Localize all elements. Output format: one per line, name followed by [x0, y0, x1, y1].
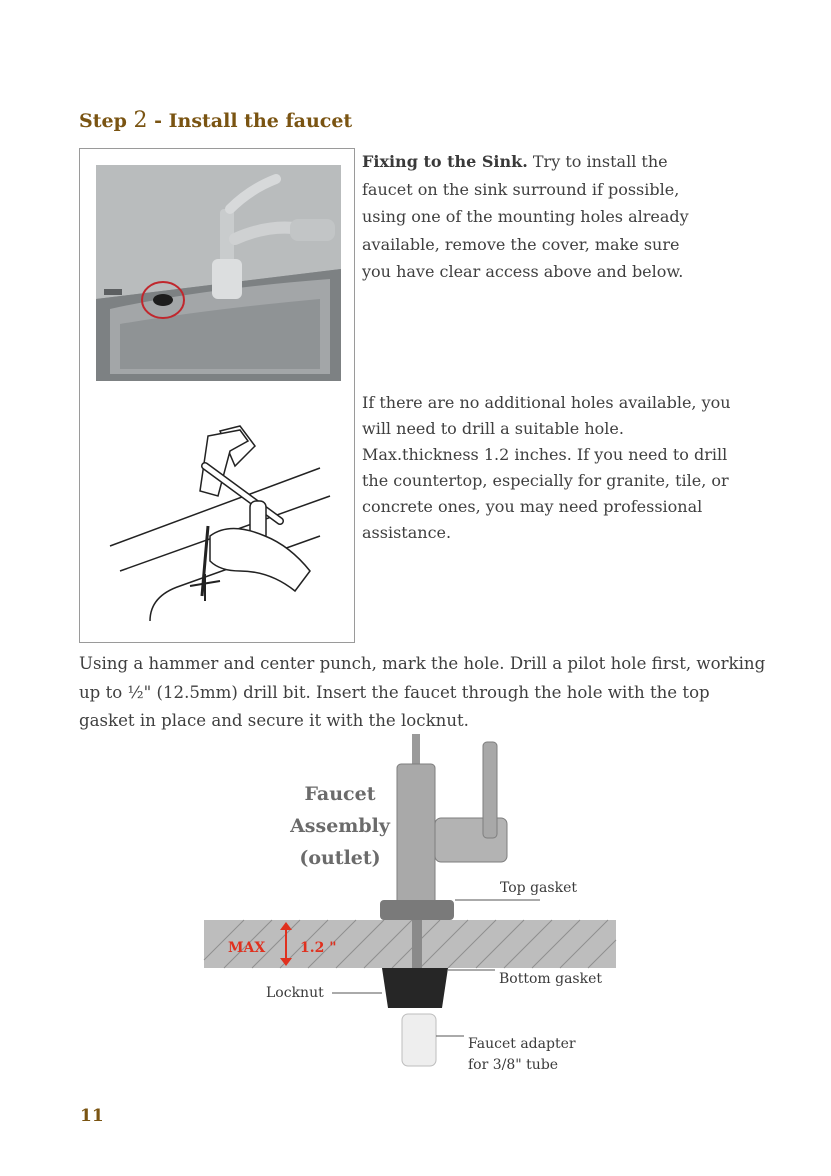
sink-faucet-illustration [80, 149, 354, 397]
bottom-gasket-label: Bottom gasket [499, 971, 603, 987]
hammer-punch-illustration [80, 396, 354, 642]
locknut [382, 968, 448, 1008]
countertop [204, 920, 616, 968]
adapter-label-line2: for 3/8" tube [468, 1057, 559, 1073]
faucet-handle [483, 742, 497, 838]
section-heading [79, 108, 352, 133]
diagram-title-line1: Faucet [304, 783, 376, 805]
diagram-title-line3: (outlet) [299, 847, 381, 869]
step-number: 2 [133, 108, 148, 133]
drill-illustration [79, 396, 355, 643]
heading-prefix: Step [79, 110, 127, 132]
faucet-adapter [402, 1014, 436, 1066]
sink-photo [79, 148, 355, 398]
installation-paragraph: Using a hammer and center punch, mark the hole. Drill a pilot hole first, working up to ½" (12.5mm) drill bit. Insert the faucet through the hole with the top gasket in place and secure it with the locknut. [79, 654, 766, 730]
max-label: MAX [228, 940, 266, 956]
heading-suffix: - Install the faucet [154, 110, 353, 132]
diagram-title-line2: Assembly [290, 815, 390, 837]
mounting-instructions [362, 148, 712, 286]
faucet-body [397, 764, 435, 904]
mounting-text: Try to install the faucet on the sink surround if possible, using one of the mounting holes already available, remove the cover, make sure you have clear access above and below. [362, 152, 689, 281]
top-gasket-label: Top gasket [500, 880, 577, 896]
adapter-label-line1: Faucet adapter [468, 1036, 576, 1052]
mounting-lead: Fixing to the Sink. [362, 152, 528, 171]
faucet-assembly-diagram [190, 734, 630, 1094]
drill-instructions: If there are no additional holes available, you will need to drill a suitable hole. Max.thickness 1.2 inches. If you need to drill the countertop, especially for granite, tile, or concrete ones, you may need professional assistance. [362, 393, 731, 542]
thickness-label: 1.2 " [300, 940, 337, 956]
top-gasket [380, 900, 454, 920]
locknut-label: Locknut [266, 985, 324, 1001]
page-number: 11 [80, 1106, 104, 1126]
